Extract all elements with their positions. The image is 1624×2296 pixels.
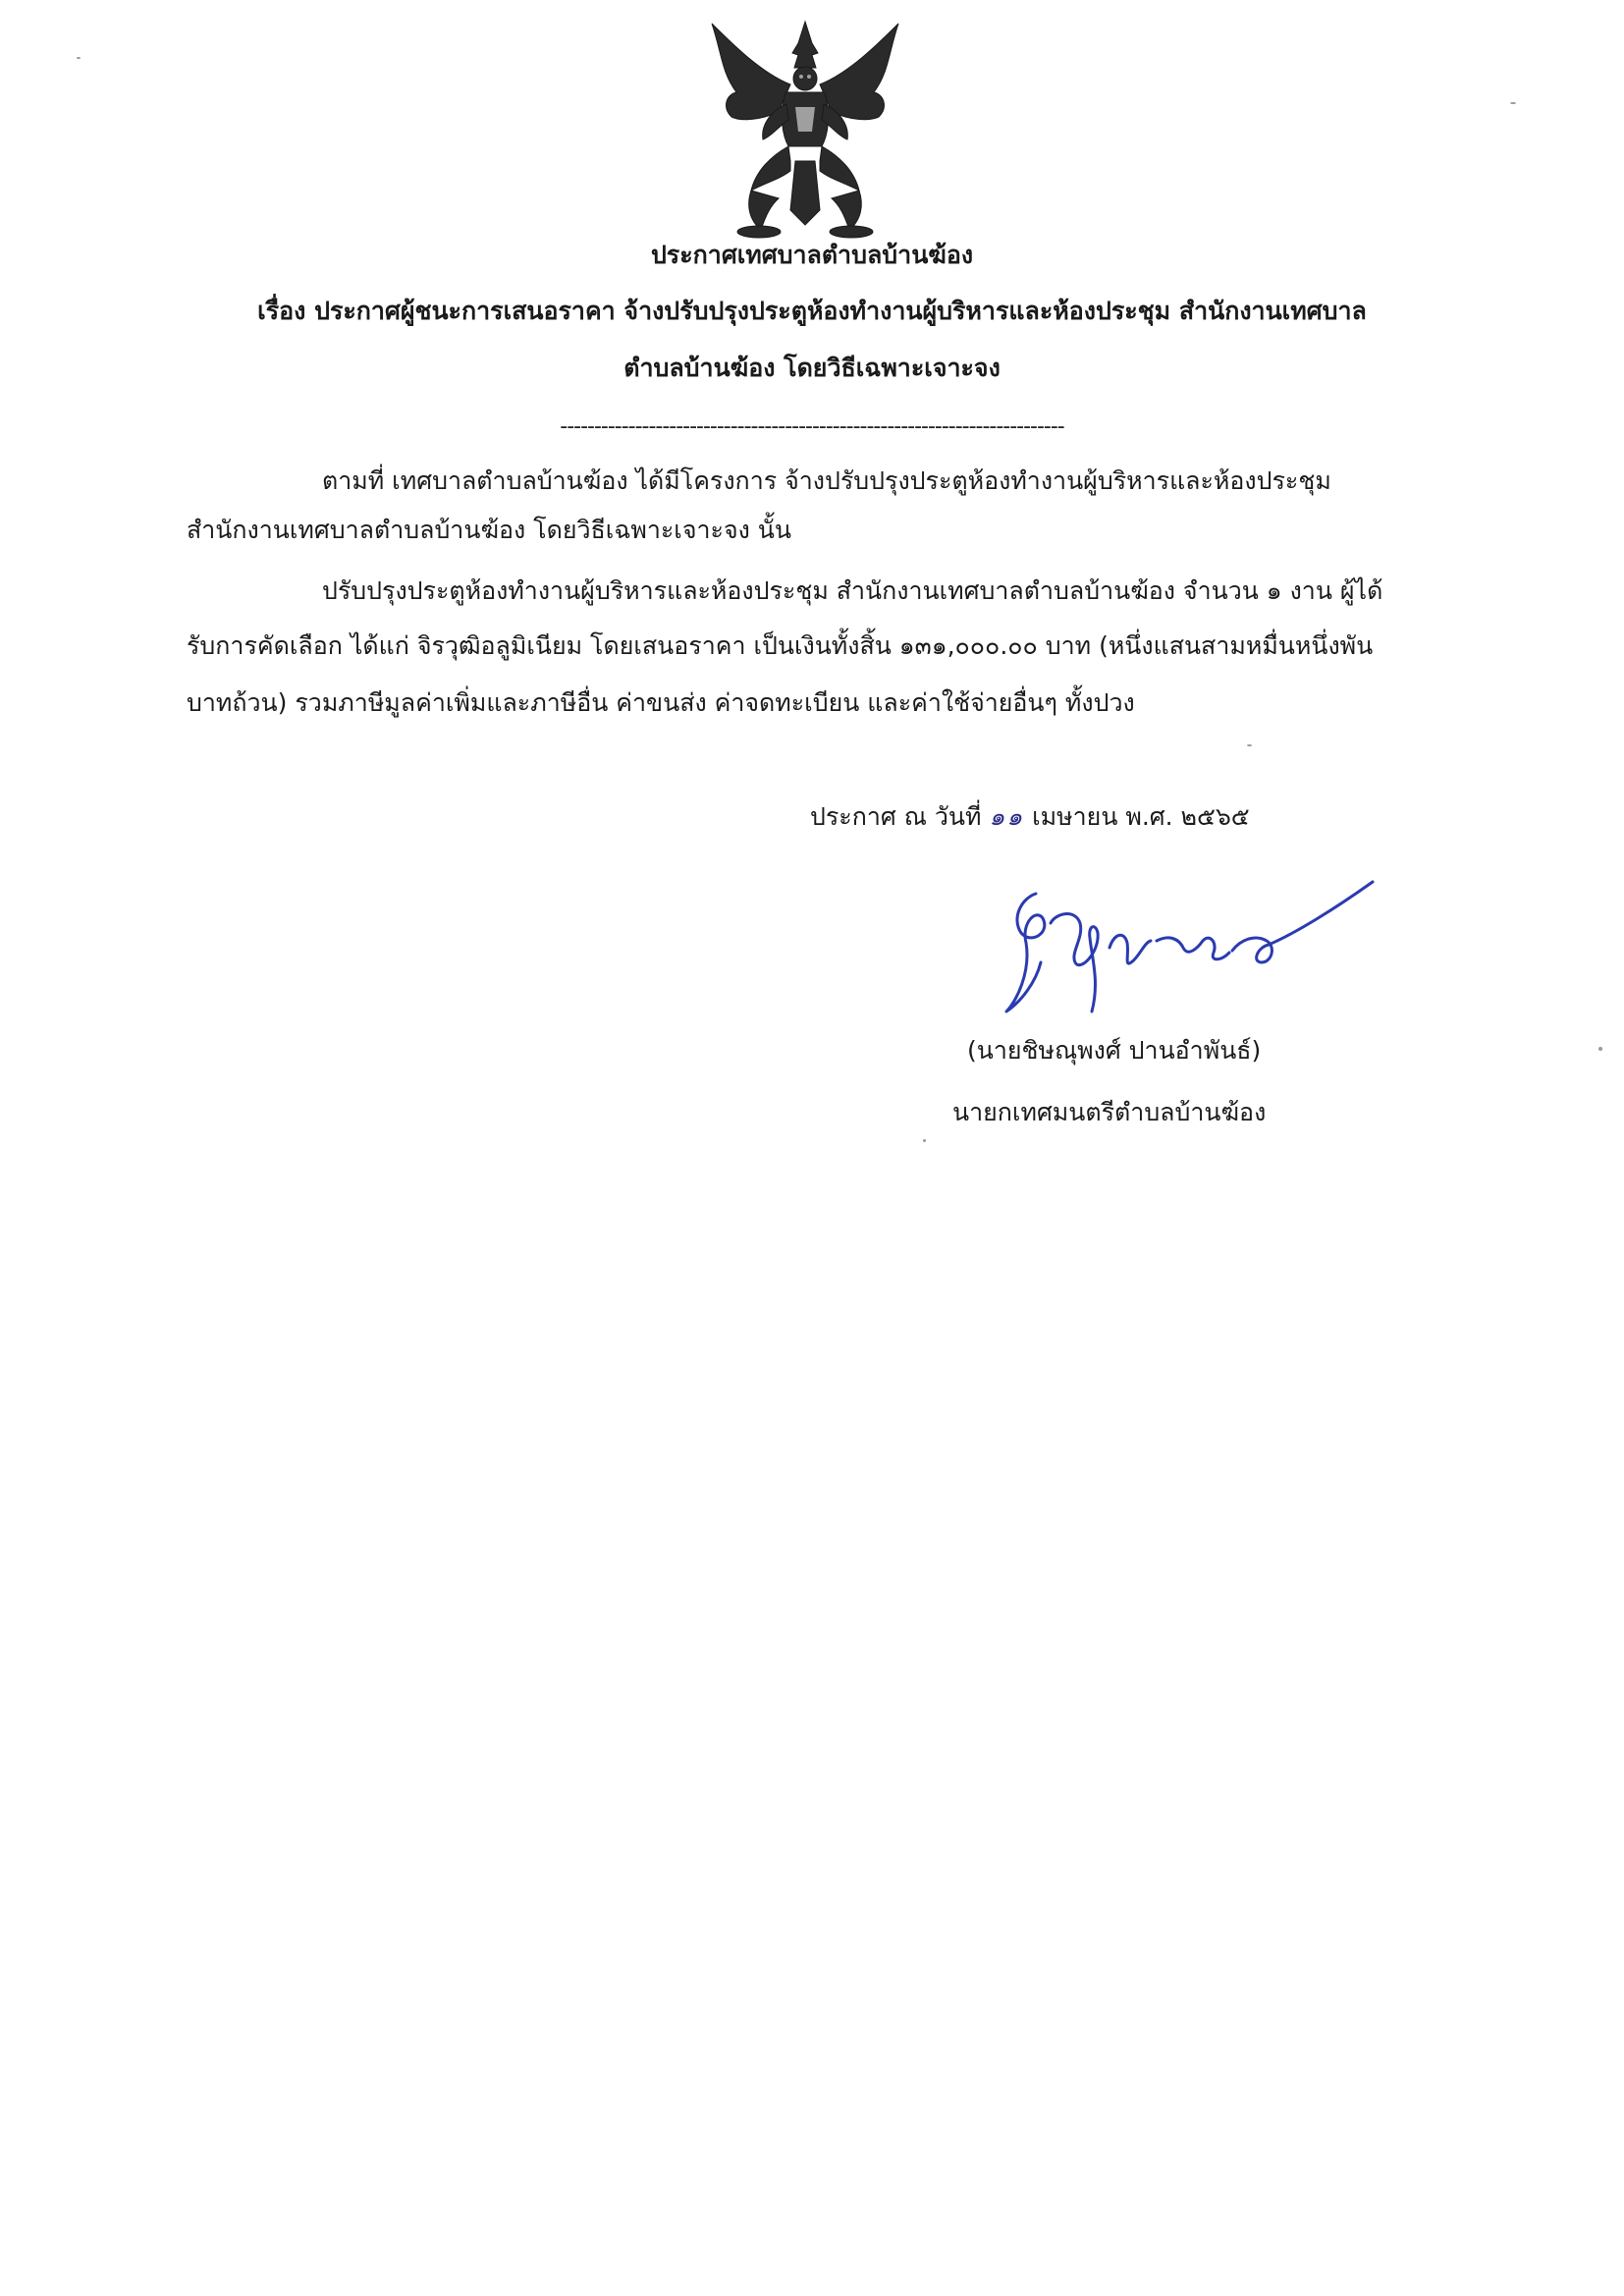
body-line-3: ปรับปรุงประตูห้องทำงานผู้บริหารและห้องประชุม สำนักงานเทศบาลตำบลบ้านฆ้อง จำนวน ๑ งาน ผู้ได้: [322, 576, 1383, 605]
document-subject-line-2: ตำบลบ้านฆ้อง โดยวิธีเฉพาะเจาะจง: [623, 354, 1001, 382]
date-prefix: ประกาศ ณ วันที่: [810, 802, 982, 831]
body-line-1: ตามที่ เทศบาลตำบลบ้านฆ้อง ได้มีโครงการ จ้างปรับปรุงประตูห้องทำงานผู้บริหารและห้องประชุม: [322, 466, 1331, 495]
body-line-5: บาทถ้วน) รวมภาษีมูลค่าเพิ่มและภาษีอื่น ค่าขนส่ง ค่าจดทะเบียน และค่าใช้จ่ายอื่นๆ ทั้งปวง: [187, 688, 1135, 717]
divider-line: --------------------------------------------------------------------------: [560, 414, 1064, 439]
handwritten-signature-icon: [982, 864, 1414, 1036]
signer-title: นายกเทศมนตรีตำบลบ้านฆ้อง: [952, 1098, 1267, 1126]
scan-speck: [1247, 744, 1252, 746]
scan-speck: [77, 57, 81, 59]
scan-speck: [923, 1139, 926, 1142]
garuda-emblem-icon: [692, 14, 918, 240]
date-day: ๑๑: [989, 802, 1025, 831]
body-line-2: สำนักงานเทศบาลตำบลบ้านฆ้อง โดยวิธีเฉพาะเจาะจง นั้น: [187, 516, 791, 544]
scan-speck: [1598, 1047, 1602, 1051]
announcement-date: [810, 797, 1250, 837]
signer-name: (นายชิษณุพงศ์ ปานอำพันธ์): [967, 1036, 1262, 1065]
document-subject-line-1: เรื่อง ประกาศผู้ชนะการเสนอราคา จ้างปรับปรุงประตูห้องทำงานผู้บริหารและห้องประชุม สำนักงานเทศบาล: [257, 297, 1367, 325]
date-rest: เมษายน พ.ศ. ๒๕๖๕: [1032, 802, 1250, 831]
body-line-4: รับการคัดเลือก ได้แก่ จิรวุฒิอลูมิเนียม โดยเสนอราคา เป็นเงินทั้งสิ้น ๑๓๑,๐๐๐.๐๐ บาท (หนึ่งแสนสามหมื่นหนึ่งพัน: [187, 631, 1374, 660]
scan-speck: [1510, 102, 1516, 104]
document-issuer: ประกาศเทศบาลตำบลบ้านฆ้อง: [650, 241, 974, 269]
